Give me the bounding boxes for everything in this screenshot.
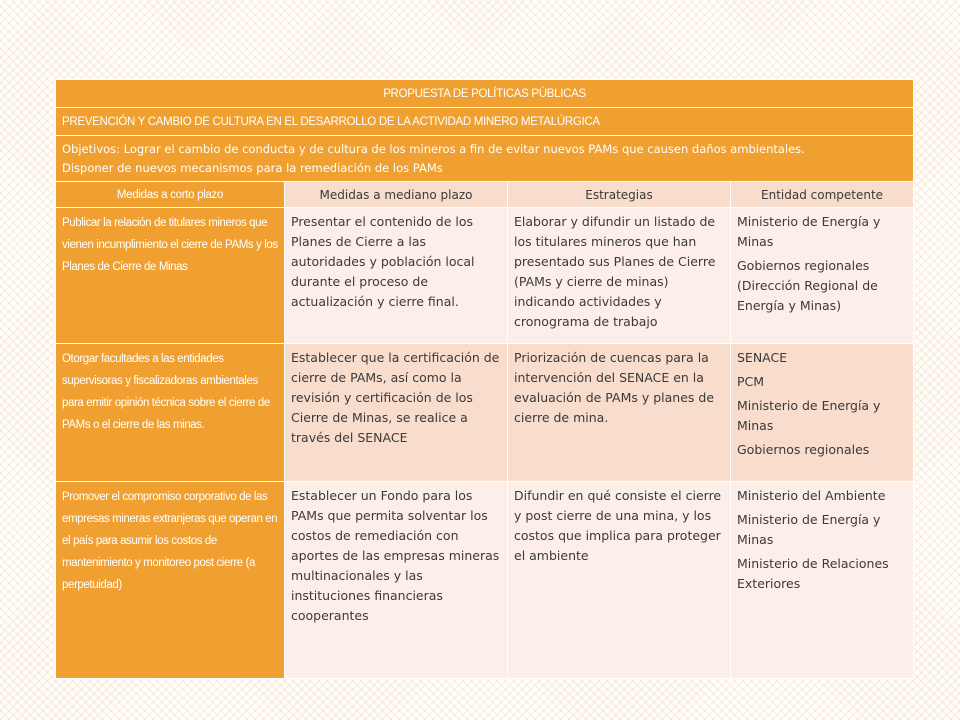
header-strategies: Estrategias xyxy=(508,182,731,208)
entity-item: SENACE xyxy=(737,350,788,365)
table-row xyxy=(56,208,914,344)
header-medium-term: Medidas a mediano plazo xyxy=(285,182,508,208)
row-1-strategy: Elaborar y difundir un listado de los titulares mineros que han presentado sus Planes de Cierre (PAMs y cierre de minas) indicando actividades y cronograma de trabajo xyxy=(508,208,731,344)
objectives-cell xyxy=(56,136,914,182)
row-3-medium: Establecer un Fondo para los PAMs que permita solventar los costos de remediación con aportes de las empresas mineras multinacionales y las instituciones financieras cooperantes xyxy=(285,482,508,679)
row-3-strategy: Difundir en qué consiste el cierre y post cierre de una mina, y los costos que implica para proteger el ambiente xyxy=(508,482,731,679)
policy-table xyxy=(55,79,914,679)
row-1-medium: Presentar el contenido de los Planes de Cierre a las autoridades y población local durante el proceso de actualización y cierre final. xyxy=(285,208,508,344)
row-2-medium: Establecer que la certificación de cierre de PAMs, así como la revisión y certificación de los Cierre de Minas, se realice a través del SENACE xyxy=(285,344,508,482)
entity-item: Ministerio de Energía y Minas xyxy=(737,512,881,547)
entity-item: Ministerio de Relaciones Exteriores xyxy=(737,556,889,591)
objectives-line-2: Disponer de nuevos mecanismos para la remediación de los PAMs xyxy=(62,160,443,175)
row-1-short: Publicar la relación de titulares mineros que vienen incumplimiento el cierre de PAMs y los Planes de Cierre de Minas xyxy=(56,208,285,344)
entity-item: Ministerio de Energía y Minas xyxy=(737,398,881,433)
table-title: PROPUESTA DE POLÍTICAS PÚBLICAS xyxy=(56,80,914,108)
table-row xyxy=(56,482,914,679)
row-2-entities xyxy=(731,344,914,482)
row-3-short: Promover el compromiso corporativo de las empresas mineras extranjeras que operan en el país para asumir los costos de mantenimiento y monitoreo post cierre (a perpetuidad) xyxy=(56,482,285,679)
row-3-entities xyxy=(731,482,914,679)
header-short-term: Medidas a corto plazo xyxy=(56,182,285,208)
header-entity: Entidad competente xyxy=(731,182,914,208)
entity-item: PCM xyxy=(737,374,765,389)
row-2-short: Otorgar facultades a las entidades supervisoras y fiscalizadoras ambientales para emitir opinión técnica sobre el cierre de PAMs o el cierre de las minas. xyxy=(56,344,285,482)
table-subtitle: PREVENCIÓN Y CAMBIO DE CULTURA EN EL DESARROLLO DE LA ACTIVIDAD MINERO METALÚRGICA xyxy=(56,108,914,136)
objectives-line-1: Objetivos: Lograr el cambio de conducta y de cultura de los mineros a fin de evitar nuevos PAMs que causen daños ambientales. xyxy=(62,141,805,156)
row-2-strategy: Priorización de cuencas para la intervención del SENACE en la evaluación de PAMs y planes de cierre de mina. xyxy=(508,344,731,482)
table-row xyxy=(56,344,914,482)
entity-item: Gobiernos regionales (Dirección Regional de Energía y Minas) xyxy=(737,258,878,313)
entity-item: Gobiernos regionales xyxy=(737,442,870,457)
policy-table-container xyxy=(55,79,913,679)
entity-item: Ministerio del Ambiente xyxy=(737,488,886,503)
entity-item: Ministerio de Energía y Minas xyxy=(737,214,881,249)
row-1-entities xyxy=(731,208,914,344)
